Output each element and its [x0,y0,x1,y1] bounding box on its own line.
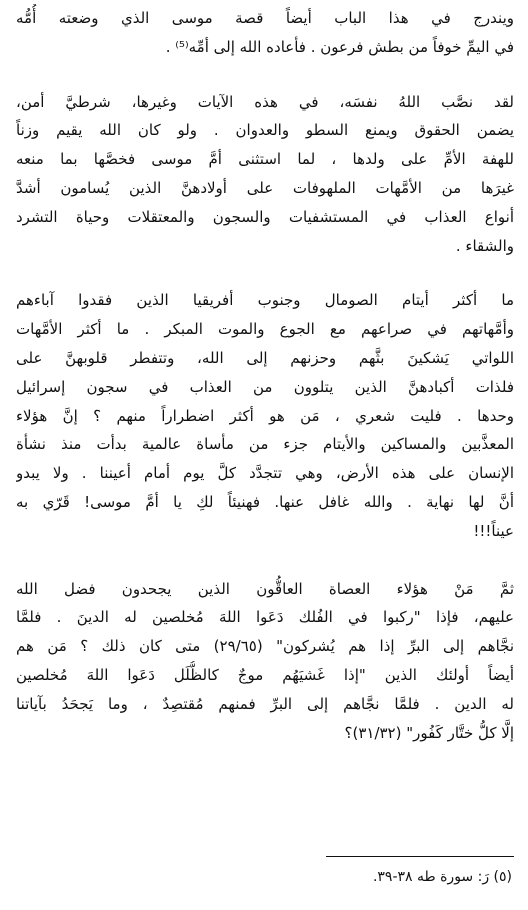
paragraph-spacer [16,62,514,88]
footnote-divider [326,856,514,857]
text-line: للهفة الأمِّ على ولدها ، لما استثنى أمَّ موسى فخصَّها بما منعه [16,150,514,169]
footnote: (٥) رَ: سورة طه ٣٨-٣٩. [372,869,512,885]
text-line: فلذات أكبادهنَّ الذين يتلوون من العذاب في سجون إسرائيل [16,377,514,396]
text-line: أنَّ لها نهاية . والله غافل عنها. فهنيئاً لكِ يا أمَّ موسى! قَرّي به [16,492,514,511]
text-line: لقد نصَّب اللهُ نفسَه، في هذه الآيات وغيرها، شرطيَّ أمن، [16,92,514,111]
paragraph-moses-story [16,4,514,62]
text-line: اللواتي يَشكينَ بثَّهم وحزنهم إلى الله، وتتفطر قلوبهنَّ على [16,348,514,367]
text-line: إلَّا كلُّ ختَّار كَفُور" (٣١/٣٢)؟ [344,723,514,742]
text-line: أيضاً أولئك الذين "إذا غَشيَهُم موجٌ كالظُّلَل دَعَوا اللهَ مُخلصين [16,665,514,684]
text-line: والشقاء . [455,236,514,255]
paragraph-ungrateful [16,575,514,748]
paragraph-orphans [16,286,514,545]
paragraph-spacer [16,546,514,575]
text-line: وحدها . فليت شعري ، مَن هو أكثر اضطراراً منهم ؟ إنَّ هؤلاء [16,406,514,425]
text-line: في اليمِّ خوفاً من بطش فرعون . فأعاده الله إلى أمِّه⁽⁵⁾ . [165,37,514,56]
text-line: المعذَّبين والمساكين والأيتام جزء من مأساة عالمية بدأت منذ نشأة [16,435,514,454]
text-line: نجَّاهم إلى البرِّ إذا هم يُشركون" (٢٩/٦٥) متى كان ذلك ؟ مَن هم [16,637,514,656]
text-line: وأمَّهاتهم في صراعهم مع الجوع والموت المبكر . ما أكثر الأمَّهات [16,320,514,339]
text-line: غيرَها من الأمَّهات الملهوفات على أولادهنَّ الذين يُسامون أشدَّ [16,178,514,197]
text-line: الإنسان على هذه الأرض، وهي تتجدَّد كلَّ يوم أمام أعيننا . ولا يبدو [16,464,514,483]
paragraph-security-police [16,88,514,261]
text-line: ما أكثر أيتام الصومال وجنوب أفريقيا الذين فقدوا آباءهم [16,291,514,310]
text-line: ويندرج في هذا الباب أيضاً قصة موسى الذي وضعته أُمُّه [16,9,514,27]
text-line: له الدين . فلمَّا نجَّاهم إلى البرِّ فمنهم مُقتصِدٌ ، وما يَجحَدُ بآياتنا [16,694,514,713]
text-line: يضمن الحقوق ويمنع السطو والعدوان . ولو كان الله يقيم وزناً [16,121,514,140]
text-line: أنواع العذاب في المستشفيات والسجون والمعتقلات وحياة التشرد [16,207,514,226]
text-line: عليهم، فإذا "ركبوا في الفُلك دَعَوا اللهَ مُخلصين له الدينَ . فلمَّا [16,608,514,627]
paragraph-spacer [16,260,514,286]
text-line: عيناً!!! [473,521,514,540]
text-line: ثمَّ مَنْ هؤلاء العصاة العاقُّون الذين يجحدون فضل الله [16,579,514,598]
